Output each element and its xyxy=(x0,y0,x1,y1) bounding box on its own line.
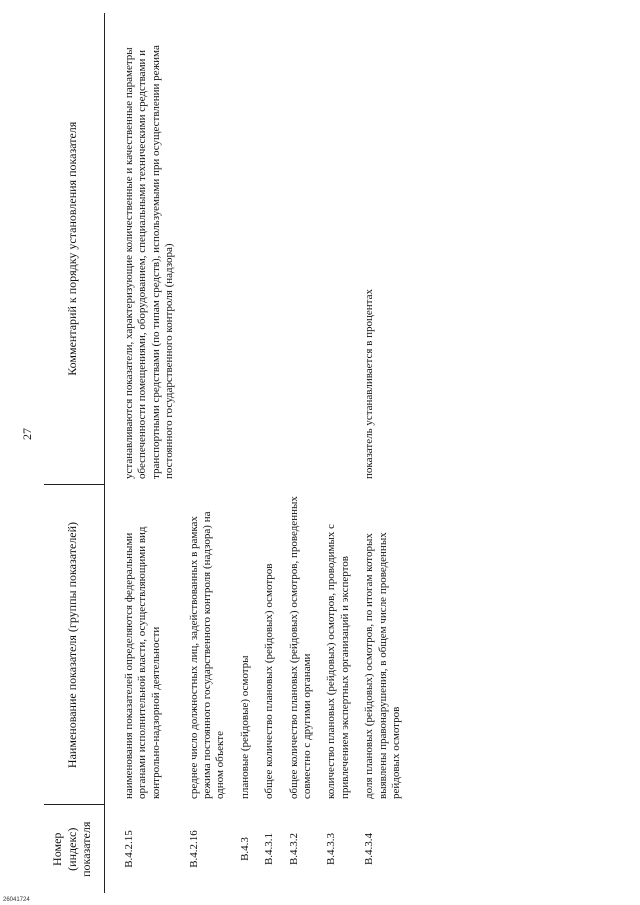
page-number: 27 xyxy=(20,428,34,440)
indicator-code: В.4.3.3 xyxy=(325,832,338,866)
rotated-document-page xyxy=(20,13,620,893)
indicator-comment xyxy=(283,13,321,485)
indicator-comment xyxy=(320,13,358,485)
table-row xyxy=(358,13,409,893)
indicator-name: доля плановых (рейдовых) осмотров, по итогам которых выявлены правонарушения, в общем числе проведенных рейдовых осмотров xyxy=(363,532,402,799)
table-row xyxy=(183,13,234,893)
header-indicator-code: Номер (индекс) показателя xyxy=(44,805,104,893)
indicator-name: общее количество плановых (рейдовых) осмотров xyxy=(263,563,276,799)
indicator-code: В.4.3 xyxy=(238,837,251,861)
indicator-comment xyxy=(183,13,234,485)
indicator-comment: устанавливаются показатели, характеризующие количественные и качественные параметры обеспеченности помещениями, оборудованием, специальными техническими средствами и транспортными средствами (по типам средств), используемыми при осуществлении режима постоянного государственного контроля (надзора) xyxy=(122,45,176,479)
table-row xyxy=(258,13,282,893)
indicator-comment xyxy=(258,13,282,485)
indicator-comment xyxy=(234,13,258,485)
indicator-code: В.4.3.4 xyxy=(363,832,376,866)
indicator-code: В.4.3.1 xyxy=(263,832,276,866)
indicators-table xyxy=(44,13,409,893)
indicator-code: В.4.3.2 xyxy=(287,832,300,866)
indicator-name: среднее число должностных лиц, задействованных в рамках режима постоянного государственного контроля (надзора) на одном объекте xyxy=(187,511,227,799)
table-row xyxy=(104,13,182,893)
table-row xyxy=(234,13,258,893)
header-comment: Комментарий к порядку установления показателя xyxy=(44,13,104,485)
header-indicator-name: Наименование показателя (группы показателей) xyxy=(44,485,104,805)
indicator-name: наименования показателей определяются федеральными органами исполнительной власти, осуществляющими вид контрольно-надзорной деятельности xyxy=(122,526,162,799)
indicator-code: В.4.2.15 xyxy=(122,830,135,868)
indicator-name: плановые (рейдовые) осмотры xyxy=(238,655,251,799)
indicator-comment: показатель устанавливается в процентах xyxy=(363,289,376,479)
indicator-name: общее количество плановых (рейдовых) осмотров, проведенных совместно с другими органами xyxy=(287,496,313,799)
indicator-name: количество плановых (рейдовых) осмотров, проводимых с привлечением экспертных организаций и экспертов xyxy=(325,523,351,799)
table-row xyxy=(320,13,358,893)
document-stamp-number: 26041724 xyxy=(3,897,30,903)
table-row xyxy=(283,13,321,893)
table-header-row xyxy=(44,13,104,893)
indicator-code: В.4.2.16 xyxy=(187,830,200,868)
